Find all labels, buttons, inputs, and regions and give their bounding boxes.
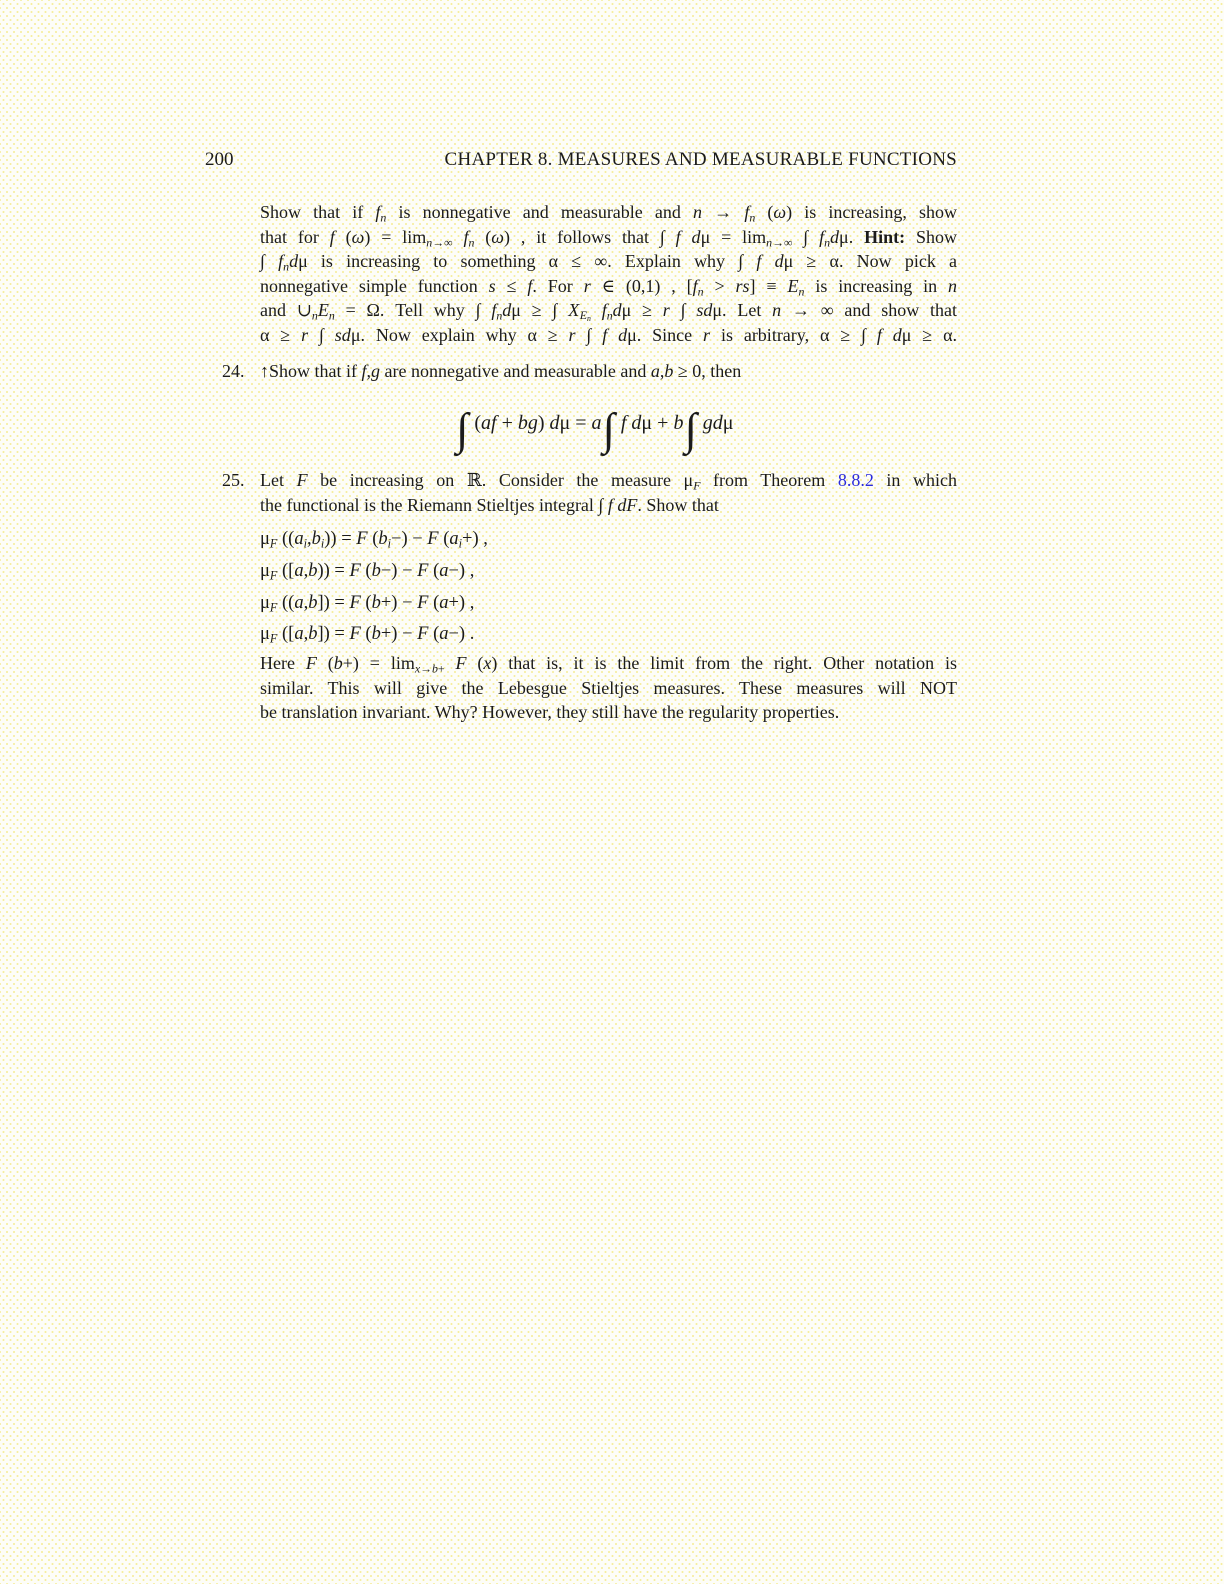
- paragraph-line: similar. This will give the Lebesgue Stieltjes measures. These measures will NOT: [260, 677, 957, 698]
- measure-equation: μF ([a,b]) = F (b+) − F (a−) .: [260, 624, 475, 646]
- chapter-header: CHAPTER 8. MEASURES AND MEASURABLE FUNCTIONS: [444, 149, 957, 170]
- paragraph-line: that for f (ω) = limn→∞ fn (ω) , it follows that ∫ f dμ = limn→∞ ∫ fndμ. Hint: Show: [260, 226, 957, 249]
- problem25-statement: [260, 468, 957, 517]
- display-equation-24: ∫ (af + bg) dμ = a∫ f dμ + b∫ gdμ: [456, 403, 734, 454]
- measure-equation: μF ((ai,bi)) = F (bi−) − F (ai+) ,: [260, 529, 488, 551]
- paragraph-line: Show that if fn is nonnegative and measurable and n → fn (ω) is increasing, show: [260, 202, 957, 225]
- running-header: [205, 149, 957, 171]
- paragraph-line: the functional is the Riemann Stieltjes integral ∫ f dF. Show that: [260, 494, 719, 515]
- problem24-statement: ↑Show that if f,g are nonnegative and measurable and a,b ≥ 0, then: [260, 361, 742, 381]
- page-number: 200: [205, 149, 234, 170]
- paragraph-line: be translation invariant. Why? However, they still have the regularity properties.: [260, 702, 840, 722]
- measure-equation: μF ([a,b)) = F (b−) − F (a−) ,: [260, 560, 475, 583]
- paragraph-line: nonnegative simple function s ≤ f. For r ∈ (0,1) , [fn > rs] ≡ En is increasing in n: [260, 275, 957, 298]
- theorem-link[interactable]: 8.8.2: [837, 470, 874, 490]
- problem25-closing: [260, 651, 957, 725]
- measure-equations: [260, 524, 957, 651]
- measure-equation: μF ((a,b]) = F (b+) − F (a+) ,: [260, 592, 475, 614]
- paragraph-line: Here F (b+) = limx→b+ F (x) that is, it is the limit from the right. Other notation is: [260, 653, 957, 676]
- paragraph-line: α ≥ r ∫ sdμ. Now explain why α ≥ r ∫ f dμ. Since r is arbitrary, α ≥ ∫ f dμ ≥ α.: [260, 324, 958, 345]
- problem-number-25: 25.: [222, 470, 245, 490]
- problem-number-24: 24.: [222, 361, 245, 381]
- paragraph-line: ∫ fndμ is increasing to something α ≤ ∞. Explain why ∫ f dμ ≥ α. Now pick a: [260, 251, 957, 274]
- page-content: [205, 0, 957, 1584]
- paragraph-line: and ∪nEn = Ω. Tell why ∫ fndμ ≥ ∫ XEn fndμ ≥ r ∫ sdμ. Let n → ∞ and show that: [260, 300, 958, 324]
- paragraph-line: Let F be increasing on ℝ. Consider the measure μF from Theorem 8.8.2 in which: [260, 470, 957, 493]
- problem23-continuation: [260, 200, 957, 347]
